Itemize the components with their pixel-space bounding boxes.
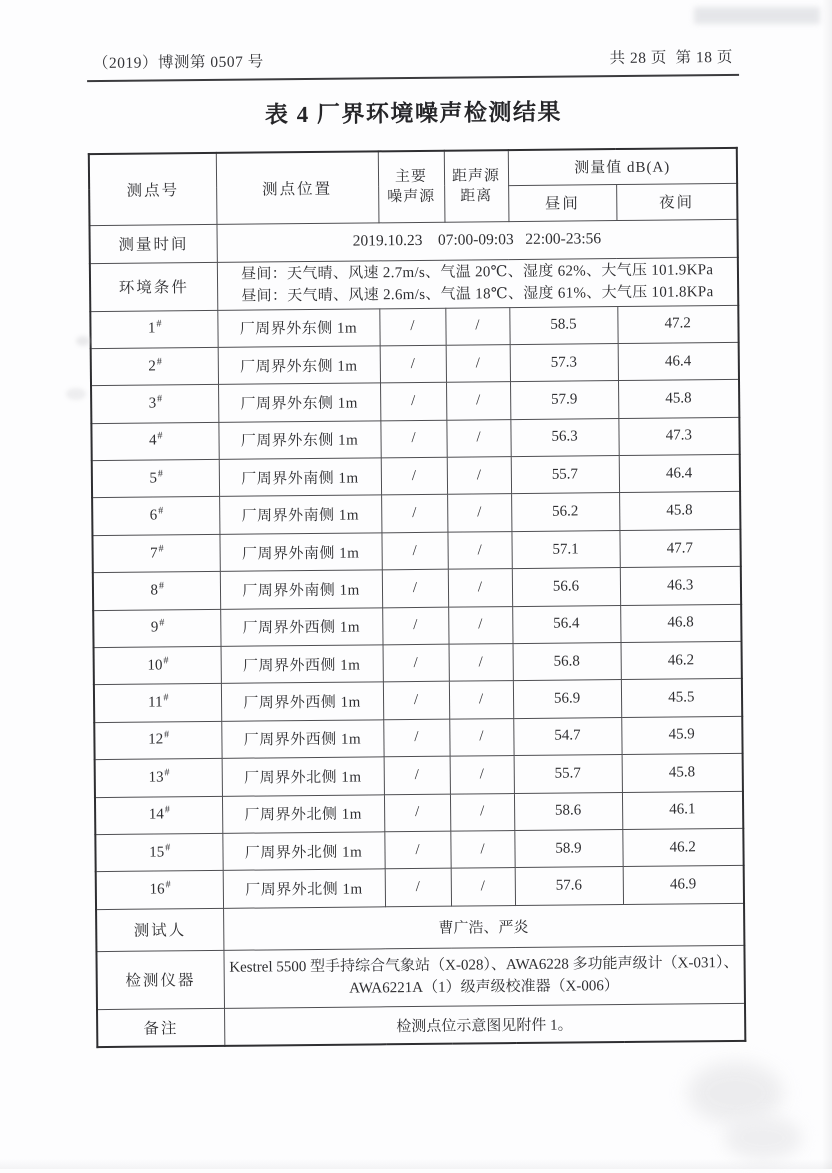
point-id-superscript: # [164,767,170,779]
report-number: （2019）博测第 0507 号 [92,53,264,73]
night-value-cell: 47.2 [617,305,738,344]
distance-cell: / [448,606,512,644]
night-value-cell: 46.2 [621,641,742,680]
data-rows [90,305,744,909]
column-headers [89,148,738,225]
location-cell: 厂周界外西侧 1m [220,607,382,646]
table-row [91,380,739,424]
night-value-cell: 45.5 [621,679,742,718]
col-header-point: 测点号 [89,153,217,225]
night-value-cell: 46.2 [622,828,743,867]
noise-source-cell: / [379,308,445,346]
day-value-cell: 56.3 [510,418,618,456]
point-id-cell [94,684,221,723]
environment-night-line: 昼间：天气晴、风速 2.6m/s、气温 18℃、湿度 61%、大气压 101.8KPa [241,284,714,305]
table-row [95,754,743,798]
environment-row [90,257,738,311]
distance-cell: / [448,569,512,607]
location-cell: 厂周界外南侧 1m [219,495,381,534]
point-id: 6 [149,507,158,524]
tester-label: 测试人 [96,908,223,951]
location-cell: 厂周界外北侧 1m [222,794,384,833]
point-id-superscript: # [158,542,164,554]
table-row [93,567,741,611]
distance-cell: / [449,681,513,719]
day-value-cell: 55.7 [514,755,622,793]
instrument-label: 检测仪器 [96,950,224,1009]
table-row [91,342,739,386]
night-value-cell: 47.7 [619,529,740,568]
info-section [89,219,738,311]
point-id: 12 [148,731,164,749]
noise-source-cell: / [383,682,449,720]
measure-time-row [89,219,737,263]
point-id: 15 [149,844,165,861]
point-id-superscript: # [157,468,163,480]
point-id-superscript: # [157,430,163,442]
table-row [96,866,744,910]
location-cell: 厂周界外北侧 1m [222,757,384,796]
noise-source-cell: / [383,644,449,682]
noise-source-cell: / [381,495,447,533]
location-cell: 厂周界外东侧 1m [218,346,380,385]
environment-value [217,257,738,310]
page-count: 共 28 页 第 18 页 [609,48,733,68]
noise-source-cell: / [384,831,450,869]
point-id-cell [93,572,220,611]
day-value-cell: 57.9 [510,381,618,419]
night-value-cell: 46.1 [622,791,743,830]
col-header-distance: 距声源 距离 [444,150,509,222]
night-value-cell: 45.8 [618,380,739,419]
table-row [95,828,743,872]
environment-day-line: 昼间：天气晴、风速 2.7m/s、气温 20℃、湿度 62%、大气压 101.9KPa [241,262,714,283]
point-id-superscript: # [163,655,169,667]
point-id: 16 [149,881,165,898]
point-id-cell [96,871,223,910]
day-value-cell: 58.9 [514,829,622,867]
table-row [90,305,738,349]
location-cell: 厂周界外北侧 1m [222,832,384,871]
col-header-value-group: 测量值 dB(A) [508,148,737,185]
instrument-value [223,945,745,1008]
location-cell: 厂周界外西侧 1m [221,682,383,721]
distance-cell: / [450,831,514,869]
col-header-day: 昼间 [508,184,616,221]
point-id-superscript: # [164,804,170,816]
environment-label: 环境条件 [90,262,217,311]
point-id-cell [95,759,222,798]
point-id-superscript: # [159,617,165,629]
point-id-superscript: # [163,692,169,704]
point-id-cell [94,646,221,685]
night-value-cell: 45.8 [622,754,743,793]
noise-source-cell: / [380,420,446,458]
point-id-cell [92,497,219,536]
instrument-row [96,945,745,1009]
table-row [94,641,742,685]
tester-row [96,903,744,951]
noise-source-cell: / [381,457,447,495]
col-header-night: 夜间 [616,183,737,220]
noise-source-cell: / [380,382,446,420]
point-id: 14 [148,806,164,823]
instrument-line-1: Kestrel 5500 型手持综合气象站（X-028）、AWA6228 多功能声级计（X-031）、 [229,955,739,977]
location-cell: 厂周界外南侧 1m [220,570,382,609]
point-id-superscript: # [165,879,171,891]
point-id-superscript: # [156,356,162,368]
distance-cell: / [447,494,511,532]
location-cell: 厂周界外东侧 1m [218,383,380,422]
distance-cell: / [446,419,510,457]
col-header-location: 测点位置 [216,151,379,224]
day-value-cell: 58.6 [514,792,622,830]
location-cell: 厂周界外南侧 1m [219,533,381,572]
table-row [94,716,742,760]
point-id-cell [92,459,219,498]
point-id: 1 [147,320,156,337]
location-cell: 厂周界外北侧 1m [223,869,385,908]
point-id-superscript: # [165,842,171,854]
remark-row [97,1003,745,1047]
point-id-superscript: # [164,729,170,741]
location-cell: 厂周界外东侧 1m [218,421,380,460]
night-value-cell: 46.9 [623,866,744,905]
point-id-cell [93,609,220,648]
remark-value: 检测点位示意图见附件 1。 [224,1003,745,1046]
point-id: 3 [148,395,157,412]
distance-cell: / [449,644,513,682]
night-value-cell: 46.4 [618,342,739,381]
point-id-cell [95,796,222,835]
distance-cell: / [449,718,513,756]
day-value-cell: 57.6 [515,867,623,905]
distance-cell: / [450,793,514,831]
remark-label: 备注 [97,1008,224,1047]
point-id-superscript: # [158,505,164,517]
noise-source-cell: / [382,569,448,607]
page-title: 表 4 厂界环境噪声检测结果 [264,99,563,128]
point-id: 2 [148,358,156,375]
col-header-source: 主要 噪声源 [378,151,445,223]
footer-section [96,903,745,1047]
noise-results-table [88,147,747,1048]
night-value-cell: 47.3 [618,417,739,456]
point-id-cell [92,534,219,573]
noise-source-cell: / [384,756,450,794]
day-value-cell: 56.2 [511,493,619,531]
point-id-cell [95,833,222,872]
night-value-cell: 46.4 [619,454,740,493]
table-row [95,791,743,835]
distance-cell: / [446,382,510,420]
noise-source-cell: / [384,794,450,832]
table-row [91,417,739,461]
measure-time-value: 2019.10.23 07:00-09:03 22:00-23:56 [216,219,737,262]
instrument-line-2: AWA6221A（1）级声级校准器（X-006） [349,978,619,997]
noise-source-cell: / [382,607,448,645]
night-value-cell: 46.8 [620,604,741,643]
night-value-cell: 45.8 [619,492,740,531]
day-value-cell: 55.7 [511,456,619,494]
point-id: 7 [150,545,158,562]
point-id-cell [94,721,221,760]
point-id-cell [91,347,218,386]
distance-cell: / [451,868,515,906]
point-id-superscript: # [158,580,165,592]
day-value-cell: 56.8 [513,643,621,681]
day-value-cell: 58.5 [509,306,617,344]
day-value-cell: 57.1 [511,530,619,568]
point-id: 13 [148,769,164,786]
noise-source-cell: / [381,532,447,570]
location-cell: 厂周界外东侧 1m [217,308,379,347]
point-id: 10 [147,657,163,674]
location-cell: 厂周界外西侧 1m [221,645,383,684]
distance-cell: / [446,344,510,382]
measure-time-label: 测量时间 [89,224,216,263]
noise-source-cell: / [383,719,449,757]
night-value-cell: 45.9 [621,716,742,755]
day-value-cell: 56.4 [512,605,620,643]
location-cell: 厂周界外西侧 1m [221,720,383,759]
location-cell: 厂周界外南侧 1m [219,458,381,497]
point-id: 4 [148,432,157,449]
point-id-cell [90,310,217,349]
day-value-cell: 57.3 [510,343,618,381]
table-row [92,492,740,536]
tester-value: 曹广浩、严炎 [223,903,744,950]
distance-cell: / [447,457,511,495]
table-row [94,679,742,723]
point-id: 9 [150,619,159,636]
day-value-cell: 54.7 [513,717,621,755]
noise-source-cell: / [380,345,446,383]
table-row [92,454,740,498]
point-id-cell [91,422,218,461]
table-row [93,604,741,648]
point-id-cell [91,385,218,424]
distance-cell: / [445,307,509,345]
distance-cell: / [450,756,514,794]
day-value-cell: 56.9 [513,680,621,718]
noise-source-cell: / [385,869,451,907]
table-row [92,529,740,573]
distance-cell: / [447,531,511,569]
day-value-cell: 56.6 [512,568,620,606]
point-id: 5 [149,470,157,487]
point-id: 11 [148,694,163,711]
point-id: 8 [150,582,159,599]
night-value-cell: 46.3 [620,567,741,606]
point-id-superscript: # [157,393,163,405]
point-id-superscript: # [156,318,162,330]
page-header [87,45,739,82]
